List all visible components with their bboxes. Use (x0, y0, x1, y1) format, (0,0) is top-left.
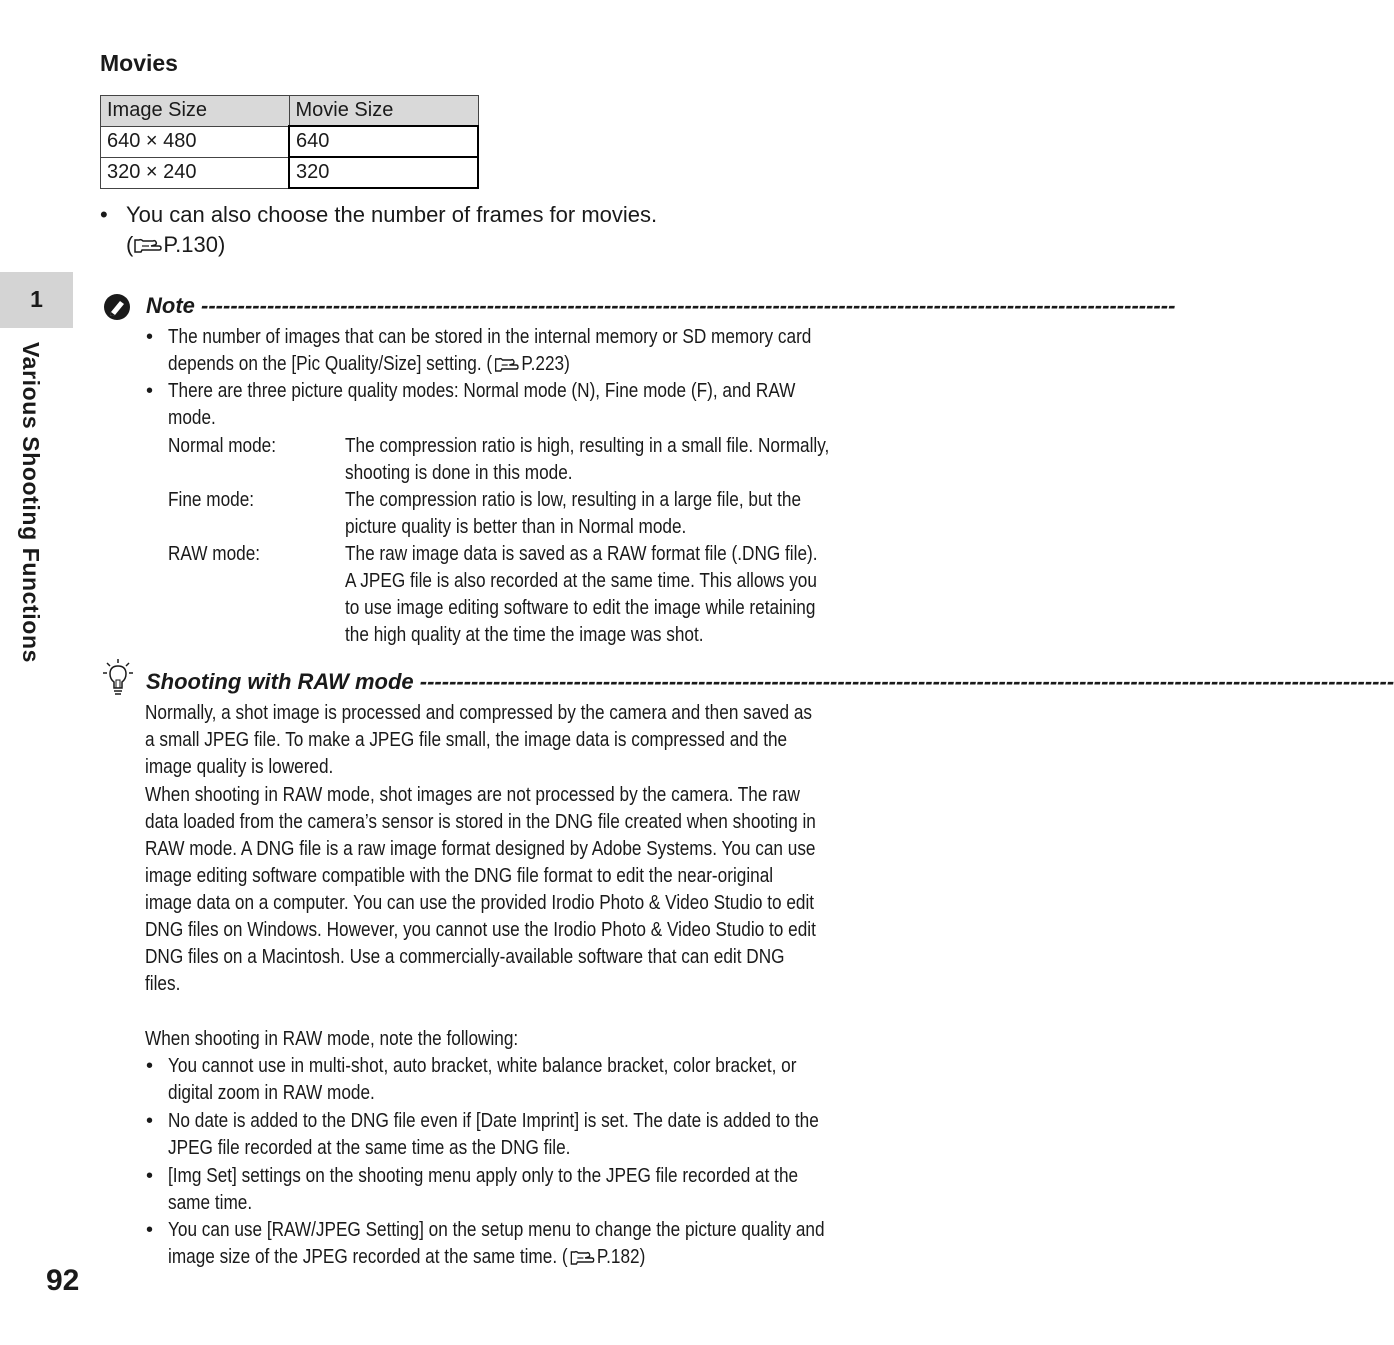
note-heading (146, 293, 1176, 319)
bullet-text: [Img Set] settings on the shooting menu apply only to the JPEG file recorded at the (168, 1165, 799, 1187)
page-reference-link[interactable]: P.130) (163, 232, 226, 257)
page-number: 92 (46, 1264, 80, 1297)
page-reference-link[interactable]: P.223) (521, 353, 570, 375)
bullet-text: digital zoom in RAW mode. (168, 1082, 375, 1104)
note-text: depends on the [Pic Quality/Size] setting. ( (168, 353, 493, 375)
bullet-text: You cannot use in multi-shot, auto bracket, white balance bracket, color bracket, or (168, 1055, 797, 1077)
paragraph-line: files. (145, 973, 181, 995)
paragraph-line: image data on a computer. You can use the provided Irodio Photo & Video Studio to edit (145, 892, 815, 914)
bullet-dot: • (146, 326, 154, 348)
mode-description: picture quality is better than in Normal mode. (345, 516, 687, 538)
mode-description: shooting is done in this mode. (345, 462, 573, 484)
bullet-text: same time. (168, 1192, 253, 1214)
mode-description: The raw image data is saved as a RAW format file (.DNG file). (345, 543, 818, 565)
bullet-text: You can use [RAW/JPEG Setting] on the setup menu to change the picture quality and (168, 1219, 825, 1241)
table-cell: 640 × 480 (101, 126, 290, 157)
table-cell: 320 × 240 (101, 157, 290, 188)
pointing-hand-icon (133, 236, 163, 256)
paragraph-line: DNG files on a Macintosh. Use a commercially-available software that can edit DNG (145, 946, 785, 968)
chapter-number: 1 (30, 286, 43, 312)
raw-intro: When shooting in RAW mode, note the following: (145, 1028, 519, 1050)
mode-description: The compression ratio is high, resulting in a small file. Normally, (345, 435, 830, 457)
mode-description: to use image editing software to edit the image while retaining (345, 597, 816, 619)
mode-description: The compression ratio is low, resulting in a large file, but the (345, 489, 802, 511)
bullet-dot: • (146, 1055, 154, 1077)
note-pencil-icon (102, 292, 132, 322)
table-cell: 320 (289, 157, 478, 188)
raw-heading-text: Shooting with RAW mode (146, 669, 414, 694)
pointing-hand-icon (492, 355, 521, 375)
lightbulb-icon (102, 658, 134, 698)
paragraph-line: a small JPEG file. To make a JPEG file small, the image data is compressed and the (145, 729, 788, 751)
bullet-text: image size of the JPEG recorded at the same time. ( (168, 1246, 568, 1268)
bullet-dot: • (100, 202, 108, 227)
mode-label: Normal mode: (168, 435, 277, 457)
heading-rule: ------------------------------------------------------------------------------------------------------------------------------------- (419, 669, 1394, 694)
paragraph-line: image editing software compatible with the DNG file format to edit the near-original (145, 865, 774, 887)
mode-description: A JPEG file is also recorded at the same time. This allows you (345, 570, 817, 592)
paragraph-line: Normally, a shot image is processed and compressed by the camera and then saved as (145, 702, 813, 724)
paren-open: ( (126, 232, 134, 257)
bullet-text: You can also choose the number of frames for movies. (126, 202, 658, 227)
paragraph-line: When shooting in RAW mode, shot images are not processed by the camera. The raw (145, 784, 800, 806)
table-cell: 640 (289, 126, 478, 157)
paragraph-line: DNG files on Windows. However, you cannot use the Irodio Photo & Video Studio to edit (145, 919, 816, 941)
note-heading-text: Note (146, 293, 195, 318)
bullet-text: JPEG file recorded at the same time as the DNG file. (168, 1137, 571, 1159)
table-header-cell: Image Size (101, 96, 290, 127)
table-row (101, 126, 479, 157)
note-text: mode. (168, 407, 216, 429)
note-text: There are three picture quality modes: Normal mode (N), Fine mode (F), and RAW (168, 380, 796, 402)
mode-label: Fine mode: (168, 489, 255, 511)
note-text: The number of images that can be stored in the internal memory or SD memory card (168, 326, 812, 348)
table-row (101, 157, 479, 188)
table-header-row (101, 96, 479, 127)
paragraph-line: RAW mode. A DNG file is a raw image format designed by Adobe Systems. You can use (145, 838, 816, 860)
paragraph-line: data loaded from the camera’s sensor is stored in the DNG file created when shooting in (145, 811, 816, 833)
paragraph-line: image quality is lowered. (145, 756, 334, 778)
chapter-label: Various Shooting Functions (18, 342, 44, 663)
section-title-movies: Movies (100, 50, 178, 76)
bullet-text: No date is added to the DNG file even if [Date Imprint] is set. The date is added to the (168, 1110, 819, 1132)
bullet-dot: • (146, 1219, 154, 1241)
pointing-hand-icon (568, 1248, 597, 1268)
heading-rule: ------------------------------------------------------------------------------------------------------------------------------------- (201, 293, 1176, 318)
raw-mode-heading (146, 669, 1394, 695)
movies-size-table (100, 95, 479, 189)
bullet-dot: • (146, 1110, 154, 1132)
page-reference-link[interactable]: P.182) (596, 1246, 646, 1268)
mode-label: RAW mode: (168, 543, 261, 565)
mode-description: the high quality at the time the image was shot. (345, 624, 704, 646)
bullet-dot: • (146, 1165, 154, 1187)
bullet-dot: • (146, 380, 154, 402)
table-header-cell: Movie Size (289, 96, 478, 127)
